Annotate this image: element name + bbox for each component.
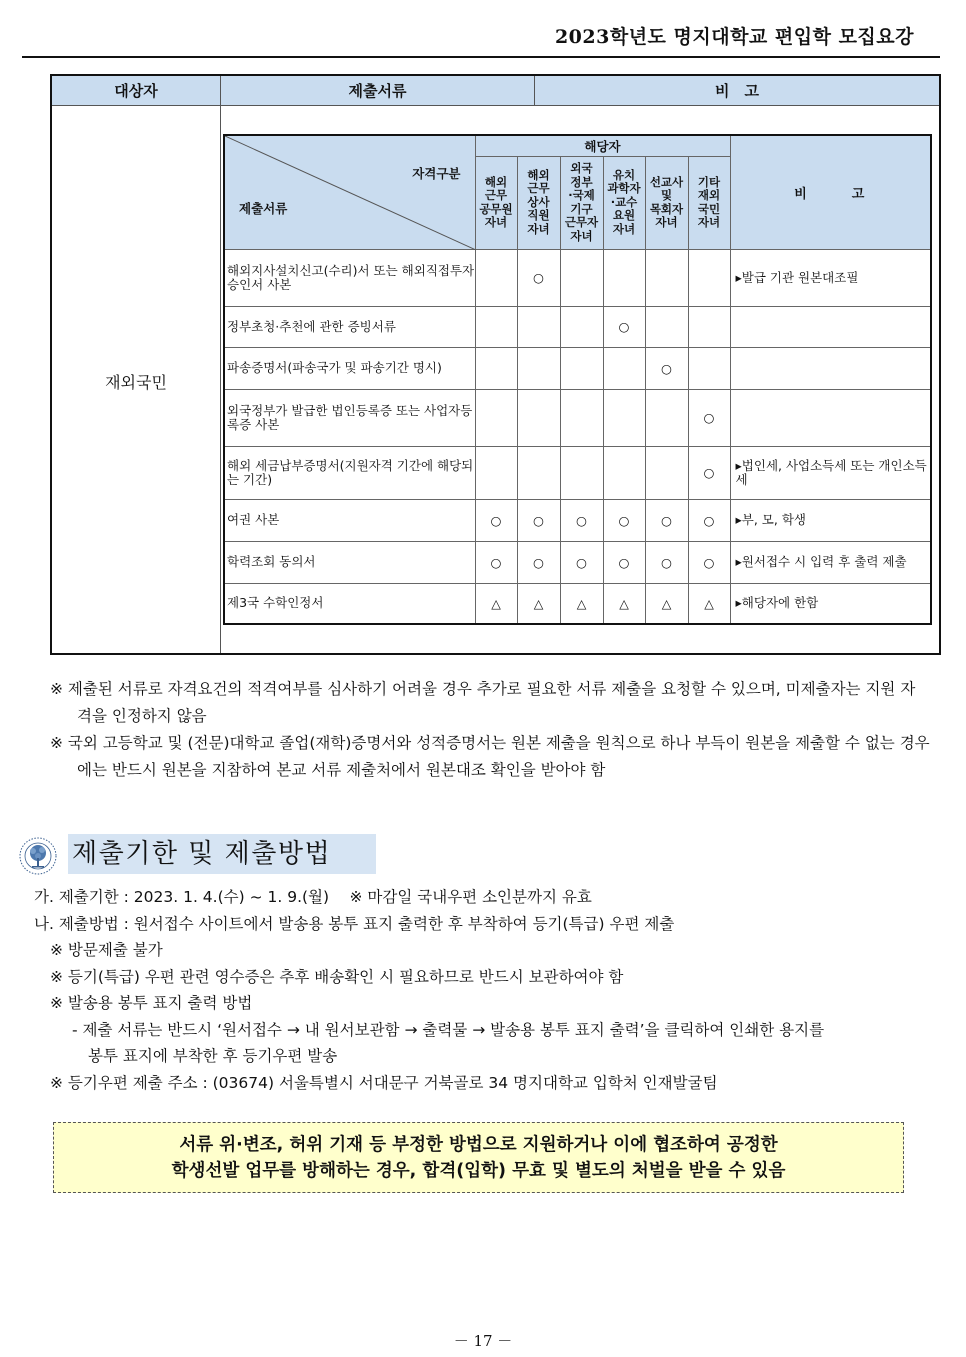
applicability-mark-cell	[688, 347, 730, 389]
applicant-type-header	[645, 156, 688, 249]
applicant-type-header-line: 해외	[527, 167, 550, 182]
applicability-mark-cell: △	[475, 583, 517, 624]
document-name-cell: 해외 세금납부증명서(지원자격 기간에 해당되는 기간)	[224, 446, 475, 499]
applicability-mark-cell: △	[517, 583, 560, 624]
outer-column-divider	[220, 106, 221, 653]
applicability-mark-cell: ○	[475, 499, 517, 541]
remark-cell: ▸해당자에 한함	[730, 583, 931, 624]
remark-cell	[730, 306, 931, 347]
document-name-cell: 해외지사설치신고(수리)서 또는 해외직접투자승인서 사본	[224, 249, 475, 306]
applicability-mark-cell: ○	[560, 499, 603, 541]
applicant-type-header-line: 및	[660, 188, 673, 202]
applicant-type-header-line: 목회자	[649, 201, 684, 216]
warning-line: 학생선발 업무를 방해하는 경우, 합격(입학) 무효 및 별도의 처벌을 받을 수 있음	[171, 1161, 786, 1181]
method-line: ※ 발송용 봉투 표지 출력 방법	[50, 994, 253, 1012]
applicability-mark-cell: ○	[645, 541, 688, 583]
applicable-group-header: 해당자	[475, 135, 730, 156]
applicant-type-header-line: 요원	[612, 208, 636, 223]
document-name-cell: 제3국 수학인정서	[224, 583, 475, 624]
table-row	[224, 347, 931, 389]
method-line: 가. 제출기한 : 2023. 1. 4.(수) ~ 1. 9.(월) ※ 마감일 국내우편 소인분까지 유효	[34, 888, 592, 906]
applicability-mark-cell: ○	[603, 499, 645, 541]
submission-method-list	[34, 884, 934, 1096]
applicant-type-header	[603, 156, 645, 249]
document-name-cell: 외국정부가 발급한 법인등록증 또는 사업자등록증 사본	[224, 389, 475, 446]
document-name-cell: 정부초청·추천에 관한 증빙서류	[224, 306, 475, 347]
method-line: 나. 제출방법 : 원서접수 사이트에서 발송용 봉투 표지 출력한 후 부착하여 등기(특급) 우편 제출	[34, 914, 675, 933]
applicant-type-header-line: 자녀	[697, 215, 721, 229]
page-number: － 17 －	[453, 1332, 513, 1350]
remark-cell	[730, 389, 931, 446]
applicability-mark-cell	[603, 347, 645, 389]
applicability-mark-cell: ○	[517, 249, 560, 306]
applicability-mark-cell: ○	[475, 541, 517, 583]
applicability-mark-cell	[517, 306, 560, 347]
applicability-mark-cell: △	[688, 583, 730, 624]
applicability-mark-cell: △	[560, 583, 603, 624]
applicability-mark-cell	[560, 306, 603, 347]
applicability-mark-cell	[560, 249, 603, 306]
applicability-mark-cell	[475, 306, 517, 347]
applicant-type-header-line: 자녀	[484, 215, 508, 229]
diagonal-header-cell	[224, 135, 475, 249]
remark-cell: ▸원서접수 시 입력 후 출력 제출	[730, 541, 931, 583]
header-target: 대상자	[114, 82, 158, 100]
table-row	[224, 389, 931, 446]
eligibility-documents-table	[223, 134, 932, 625]
method-line: 봉투 표지에 부착한 후 등기우편 발송	[88, 1047, 338, 1065]
applicant-type-header	[560, 156, 603, 249]
document-header-title: 2023학년도 명지대학교 편입학 모집요강	[554, 26, 914, 48]
note-item: ※ 제출된 서류로 자격요건의 적격여부를 심사하기 어려울 경우 추가로 필요한 서류 제출을 요청할 수 있으며, 미제출자는 지원 자격을 인정하지 않음	[50, 680, 916, 725]
applicant-type-header-line: 근무	[484, 188, 508, 202]
applicant-type-header-line: 정부	[570, 174, 593, 189]
applicability-mark-cell	[603, 446, 645, 499]
applicability-mark-cell	[517, 389, 560, 446]
applicability-mark-cell: ○	[688, 389, 730, 446]
applicability-mark-cell	[645, 249, 688, 306]
target-label: 재외국민	[105, 373, 167, 392]
applicability-mark-cell: ○	[688, 499, 730, 541]
document-name-cell: 여권 사본	[224, 499, 475, 541]
method-line: - 제출 서류는 반드시 ‘원서접수 → 내 원서보관함 → 출력물 → 발송용 봉투 표지 출력’을 클릭하여 인쇄한 용지를	[72, 1020, 825, 1039]
applicability-mark-cell: ○	[688, 446, 730, 499]
table-row	[224, 583, 931, 624]
table-row	[224, 306, 931, 347]
applicability-mark-cell	[688, 249, 730, 306]
applicant-type-header-line: ·교수	[610, 194, 638, 209]
applicant-type-header-line: 자녀	[655, 215, 678, 229]
applicant-type-header-line: 선교사	[649, 174, 684, 189]
applicant-type-header	[688, 156, 730, 249]
document-name-cell: 파송증명서(파송국가 및 파송기간 명시)	[224, 347, 475, 389]
applicant-type-header-line: 재외	[697, 188, 721, 202]
applicant-type-header-line: 근무	[527, 181, 550, 196]
applicant-type-header-line: 자녀	[527, 221, 550, 236]
applicability-mark-cell	[603, 249, 645, 306]
applicability-mark-cell	[560, 389, 603, 446]
applicability-mark-cell	[560, 446, 603, 499]
applicability-mark-cell	[517, 347, 560, 389]
applicant-type-header-line: 기타	[697, 174, 721, 189]
applicability-mark-cell: △	[603, 583, 645, 624]
applicability-mark-cell	[475, 347, 517, 389]
applicability-mark-cell: ○	[645, 499, 688, 541]
method-line: ※ 등기(특급) 우편 관련 영수증은 추후 배송확인 시 필요하므로 반드시 보관하여야 함	[50, 967, 624, 986]
applicability-mark-cell	[645, 389, 688, 446]
remark-cell: ▸법인세, 사업소득세 또는 개인소득세	[730, 446, 931, 499]
applicability-mark-cell: ○	[517, 541, 560, 583]
applicability-mark-cell: ○	[603, 541, 645, 583]
applicability-mark-cell: △	[645, 583, 688, 624]
header-documents: 제출서류	[348, 82, 407, 100]
applicant-type-header-line: 과학자	[607, 181, 641, 196]
document-name-cell: 학력조회 동의서	[224, 541, 475, 583]
applicability-mark-cell	[645, 446, 688, 499]
applicability-mark-cell	[475, 389, 517, 446]
applicant-type-header-line: 상사	[527, 194, 550, 209]
applicant-type-header-line: 근무자	[564, 215, 599, 229]
applicability-mark-cell	[688, 306, 730, 347]
applicability-mark-cell	[517, 446, 560, 499]
qualification-category-label: 자격구분	[412, 166, 461, 181]
applicability-mark-cell: ○	[560, 541, 603, 583]
applicability-mark-cell: ○	[645, 347, 688, 389]
applicability-mark-cell: ○	[688, 541, 730, 583]
table-row	[224, 499, 931, 541]
applicant-type-header-line: 직원	[527, 208, 550, 223]
table-row	[224, 446, 931, 499]
note-item: ※ 국외 고등학교 및 (전문)대학교 졸업(재학)증명서와 성적증명서는 원본 제출을 원칙으로 하나 부득이 원본을 제출할 수 없는 경우에는 반드시 원본을 지참하여 본교 서류 제출처에서 원본대조 확인을 받아야 함	[50, 734, 930, 779]
remark-cell: ▸부, 모, 학생	[730, 499, 931, 541]
warning-box	[53, 1122, 904, 1193]
applicant-type-header-line: 유치	[612, 167, 636, 182]
table-row	[224, 541, 931, 583]
applicant-type-header	[517, 156, 560, 249]
applicant-type-header	[475, 156, 517, 249]
university-emblem-icon	[18, 836, 58, 876]
applicant-type-header-line: 기구	[570, 201, 593, 216]
section-title: 제출기한 및 제출방법	[68, 834, 376, 874]
applicability-mark-cell	[475, 446, 517, 499]
applicability-mark-cell: ○	[603, 306, 645, 347]
diagonal-line	[225, 136, 476, 250]
applicability-mark-cell	[560, 347, 603, 389]
applicant-type-header-line: 국민	[697, 201, 721, 216]
remark-cell	[730, 347, 931, 389]
remark-cell: ▸발급 기관 원본대조필	[730, 249, 931, 306]
applicability-mark-cell	[603, 389, 645, 446]
applicability-mark-cell: ○	[517, 499, 560, 541]
notes-block	[50, 676, 930, 784]
submission-documents-label: 제출서류	[239, 200, 288, 216]
warning-line: 서류 위·변조, 허위 기재 등 부정한 방법으로 지원하거나 이에 협조하여 공정한	[179, 1135, 778, 1155]
outer-table-header	[52, 76, 939, 106]
applicant-type-header-line: 자녀	[570, 228, 593, 243]
applicant-type-header-line: 해외	[484, 174, 508, 189]
remarks-header: 비 고	[730, 135, 931, 249]
applicant-type-header-line: ·국제	[568, 188, 595, 202]
header-remarks: 비 고	[715, 82, 759, 100]
applicant-type-header-line: 공무원	[479, 201, 513, 216]
applicant-type-header-line: 자녀	[612, 221, 636, 236]
method-line: ※ 방문제출 불가	[50, 941, 163, 959]
applicability-mark-cell	[645, 306, 688, 347]
applicant-type-header-line: 외국	[570, 161, 593, 175]
table-row	[224, 249, 931, 306]
method-line: ※ 등기우편 제출 주소 : (03674) 서울특별시 서대문구 거북골로 34 명지대학교 입학처 인재발굴팀	[50, 1073, 718, 1092]
applicability-mark-cell	[475, 249, 517, 306]
header-rule	[22, 56, 940, 58]
